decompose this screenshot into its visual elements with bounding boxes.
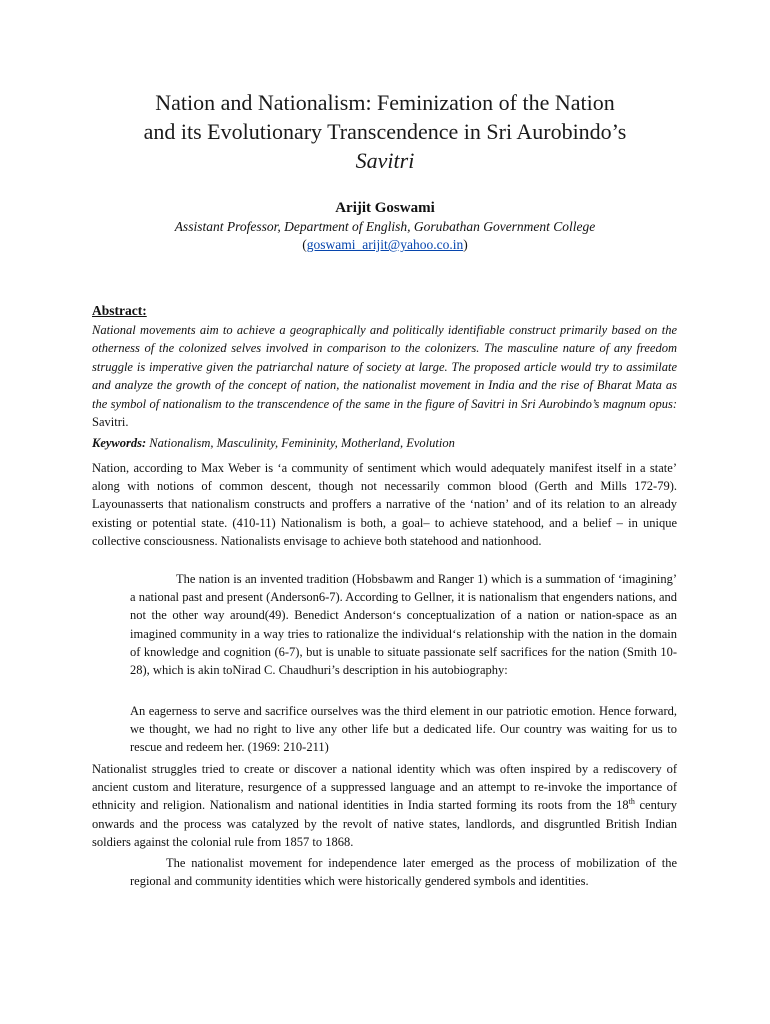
author-email-line — [0, 237, 770, 253]
p3-text-a: Nationalist struggles tried to create or discover a national identity which was often inspired by a rediscovery of ancient custom and literature, resurgence of a suppressed language and an attempt to re-invoke the importance of ethnicity and religion. Nationalism and national identities in India started forming its roots from the 18 — [92, 762, 677, 813]
title-line-3: Savitri — [355, 148, 415, 173]
body-paragraph-4: The nationalist movement for independence later emerged as the process of mobilization of the regional and community identities which were historically gendered symbols and identities. — [130, 856, 677, 889]
abstract-title-ref: Savitri. — [92, 415, 129, 430]
email-close-paren: ) — [463, 237, 468, 252]
author-name: Arijit Goswami — [335, 200, 435, 216]
email-open-paren: ( — [302, 237, 307, 252]
body-paragraph-3 — [92, 760, 677, 851]
p3-text-b: century onwards and the process was catalyzed by the revolt of native states, landlords, and disgruntled British Indian soldiers against the colonial rule from 1857 to 1868. — [92, 798, 677, 849]
title-line-2: and its Evolutionary Transcendence in Sri Aurobindo’s — [143, 119, 627, 144]
p3-superscript: th — [628, 797, 635, 807]
paper-title — [60, 88, 710, 175]
body-paragraph-1: Nation, according to Max Weber is ‘a community of sentiment which would adequately manifest itself in a state’ along with notions of common descent, though not necessarily common blood (Gerth and Mills 172-79). Layounasserts that nationalism constructs and proffers a narrative of the ‘nation’ and of its relation to an already existing or potential state. (410-11) Nationalism is both, a goal– to achieve statehood, and a belief – in unique collective consciousness. Nationalists envisage to achieve both statehood and nationhood. — [92, 461, 677, 548]
keywords-line — [92, 436, 677, 451]
abstract-heading: Abstract: — [92, 303, 147, 318]
author-affiliation: Assistant Professor, Department of English, Gorubathan Government College — [174, 219, 596, 234]
body-paragraph-2: The nation is an invented tradition (Hobsbawm and Ranger 1) which is a summation of ‘imagining’ a national past and present (Anderson6-7). According to Gellner, it is nationalism that engenders nations, and not the other way around(49). Benedict Anderson‘s conceptualization of a nation or nation-space as an imagined community in a way tries to rationalize the individual‘s relationship with the nation in the domain of knowledge and cognition (6-7), but is unable to situate passionate self sacrifices for the nation (Smith 10-28), which is akin toNirad C. Chaudhuri’s description in his autobiography: — [130, 572, 677, 678]
keywords-label: Keywords: — [92, 436, 147, 450]
abstract-body: National movements aim to achieve a geographically and politically identifiable construct primarily based on the otherness of the colonized selves involved in comparison to the colonizers. The masculine nature of any freedom struggle is imperative given the patriarchal nature of society at large. The proposed article would try to assimilate and analyze the growth of the concept of nation, the nationalist movement in India and the rise of Bharat Mata as the symbol of nationalism to the transcendence of the same in the figure of Savitri in Sri Aurobindo’s magnum opus: — [92, 323, 677, 411]
keywords-list: Nationalism, Masculinity, Femininity, Motherland, Evolution — [149, 436, 455, 450]
author-email-link[interactable]: goswami_arijit@yahoo.co.in — [306, 237, 464, 252]
block-quote: An eagerness to serve and sacrifice ourselves was the third element in our patriotic emotion. Hence forward, we thought, we had no right to live any other life but a dedicated life. Our country was waiting for us to rescue and redeem her. (1969: 210-211) — [130, 704, 677, 755]
abstract-text — [92, 321, 677, 431]
title-line-1: Nation and Nationalism: Feminization of the Nation — [155, 90, 615, 115]
